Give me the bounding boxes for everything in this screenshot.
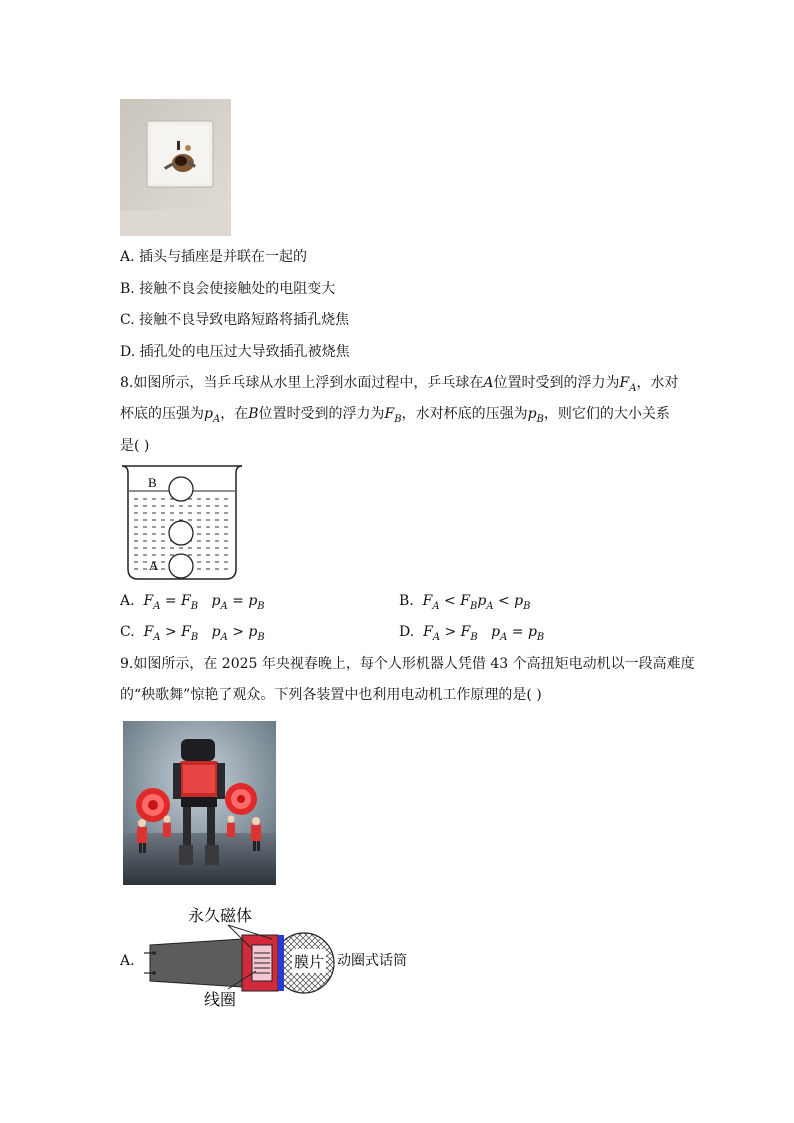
beaker-label-a: A bbox=[149, 558, 159, 573]
q7-option-b: B. 接触不良会使接触处的电阻变大 bbox=[120, 281, 336, 297]
q8-stem-line-2 bbox=[120, 404, 670, 430]
q8-symbol-pa: $p_A$ bbox=[204, 406, 221, 425]
mic-magnet-label: 永久磁体 bbox=[188, 906, 253, 925]
q8-stem-line-3: 是( ) bbox=[120, 438, 150, 454]
q8-text: ，在 bbox=[220, 406, 249, 422]
mic-coil-label: 线圈 bbox=[204, 990, 237, 1009]
socket-photo-graphic bbox=[120, 99, 231, 236]
q9-stem-line-2: 的“秧歌舞”惊艳了观众。下列各装置中也利用电动机工作原理的是( ) bbox=[120, 687, 542, 703]
q8-stem-line-1 bbox=[120, 373, 678, 399]
beaker-diagram bbox=[120, 463, 244, 583]
q7-option-c: C. 接触不良导致电路短路将插孔烧焦 bbox=[120, 312, 350, 328]
q8-text: ，水对杯底的压强为 bbox=[401, 406, 528, 422]
socket-photo bbox=[120, 99, 231, 236]
robot-dance-photo bbox=[123, 721, 276, 885]
q8-text: 位置时受到的浮力为 bbox=[493, 375, 620, 391]
mic-diaphragm-label: 膜片 bbox=[294, 953, 325, 971]
q8-text: ，则它们的大小关系 bbox=[543, 406, 670, 422]
beaker-graphic bbox=[120, 463, 244, 583]
q8-symbol-pb: $p_B$ bbox=[527, 406, 544, 425]
robot-dance-graphic bbox=[123, 721, 276, 885]
mic-caption: 动圈式话筒 bbox=[337, 953, 407, 969]
q9-option-a-label: A. bbox=[120, 953, 135, 969]
q8-option-c: C. $F_A > F_B$ $p_A > p_B$ bbox=[120, 624, 265, 643]
microphone-diagram bbox=[144, 905, 414, 1013]
q8-position-a: A bbox=[483, 375, 494, 391]
q9-stem-line-1: 9.如图所示，在 2025 年央视春晚上，每个人形机器人凭借 43 个高扭矩电动机以一段高难度 bbox=[120, 656, 695, 672]
q8-option-a: A. $F_A = F_B$ $p_A = p_B$ bbox=[120, 593, 265, 612]
q8-symbol-fb: $F_B$ bbox=[384, 406, 402, 425]
q8-text: 杯底的压强为 bbox=[120, 406, 204, 422]
beaker-label-b: B bbox=[148, 475, 157, 490]
q8-text: 8.如图所示，当乒乓球从水里上浮到水面过程中，乒乓球在 bbox=[120, 375, 484, 391]
q7-option-d: D. 插孔处的电压过大导致插孔被烧焦 bbox=[120, 344, 350, 360]
q8-option-d: D. $F_A > F_B$ $p_A = p_B$ bbox=[399, 624, 545, 643]
q8-option-b: B. $F_A < F_Bp_A < p_B$ bbox=[399, 593, 531, 612]
q8-text: ，水对 bbox=[636, 375, 679, 391]
q8-position-b: B bbox=[248, 406, 259, 422]
q7-option-a: A. 插头与插座是并联在一起的 bbox=[120, 249, 308, 265]
q8-text: 位置时受到的浮力为 bbox=[258, 406, 385, 422]
microphone-graphic bbox=[144, 905, 414, 1013]
q8-symbol-fa: $F_A$ bbox=[619, 375, 637, 394]
